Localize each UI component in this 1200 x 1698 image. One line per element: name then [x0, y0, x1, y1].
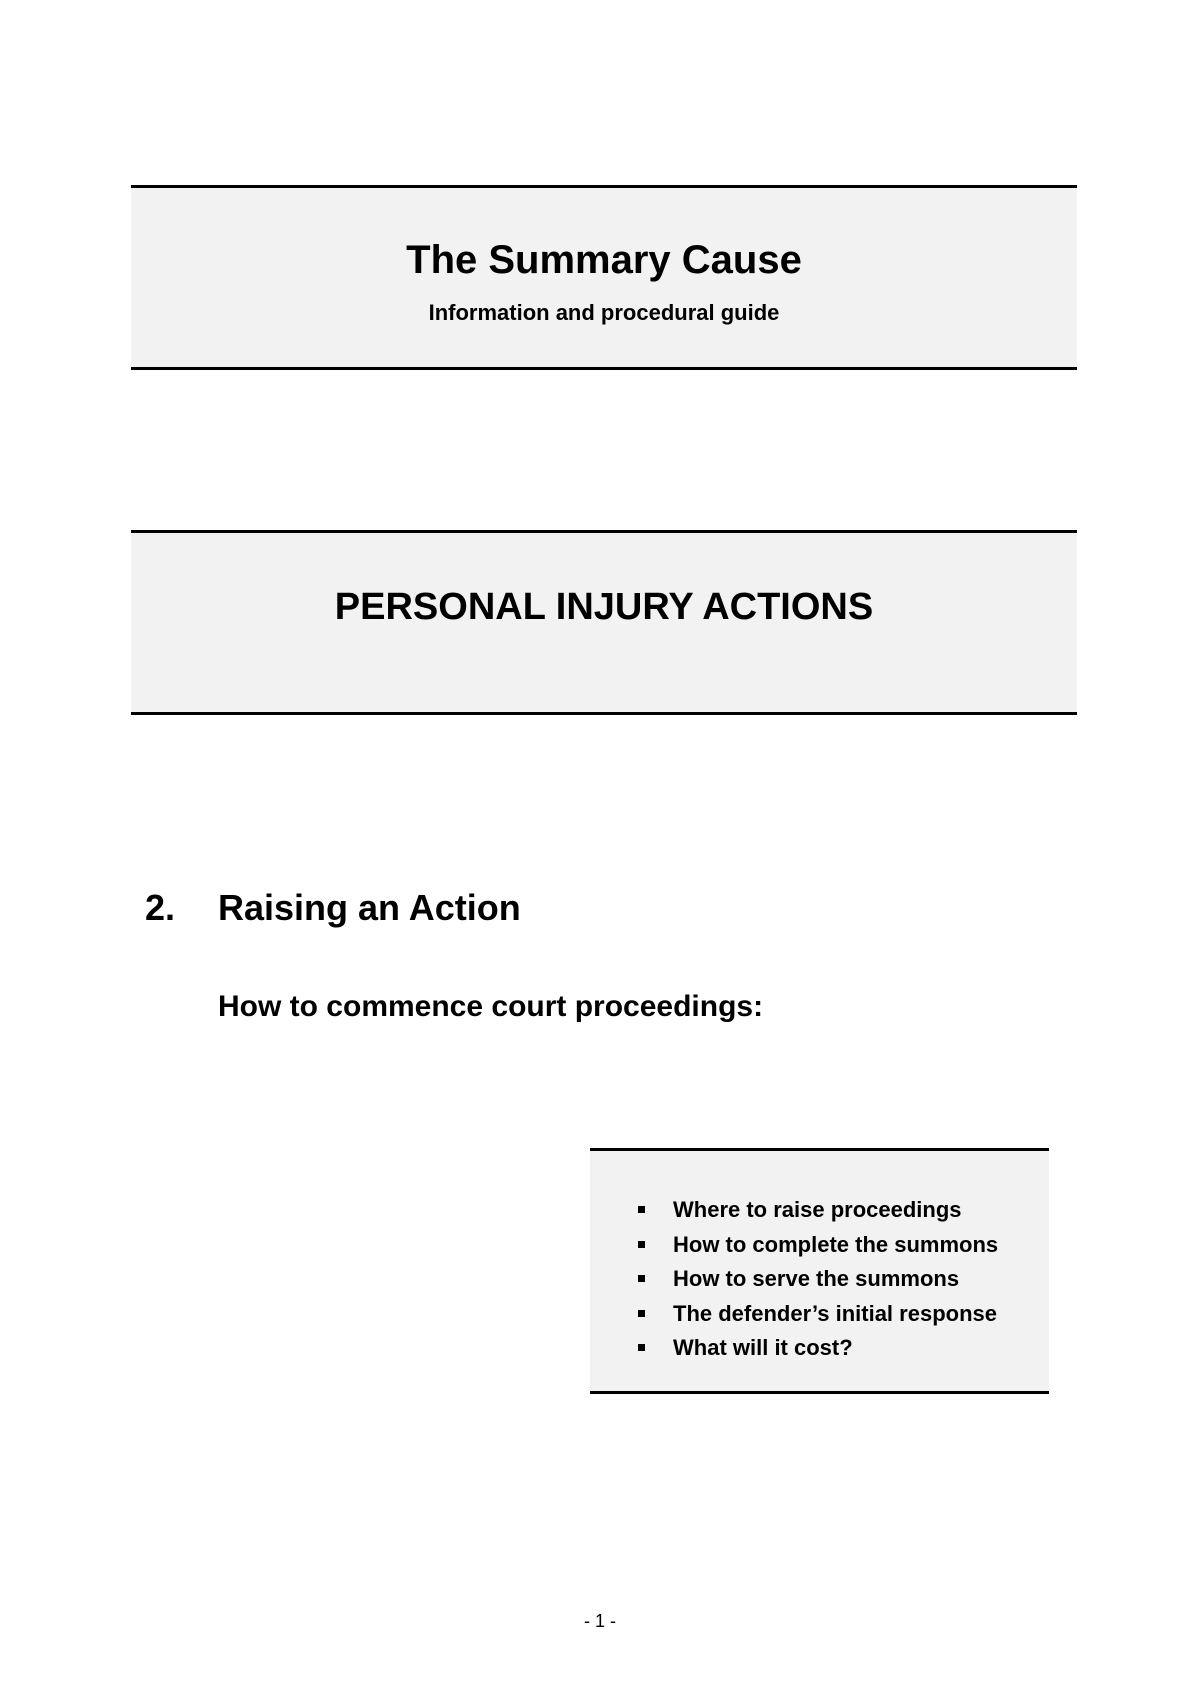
list-item: [638, 1297, 998, 1332]
section-subheading: How to commence court proceedings:: [218, 990, 764, 1023]
list-item-label: What will it cost?: [673, 1335, 853, 1360]
square-bullet-icon: [638, 1206, 645, 1213]
document-title: The Summary Cause: [406, 238, 802, 282]
section-number: 2.: [145, 887, 176, 928]
list-item: [638, 1228, 998, 1263]
title-band: [131, 185, 1077, 370]
list-item-label: How to serve the summons: [673, 1266, 960, 1291]
list-item-label: Where to raise proceedings: [673, 1197, 962, 1222]
section-banner-band: [131, 530, 1077, 715]
list-item: [638, 1193, 998, 1228]
square-bullet-icon: [638, 1241, 645, 1248]
list-item-label: How to complete the summons: [673, 1231, 999, 1257]
section-heading: Raising an Action: [218, 887, 521, 928]
list-item-label: The defender’s initial response: [673, 1300, 997, 1326]
square-bullet-icon: [638, 1344, 645, 1351]
section-banner-title: PERSONAL INJURY ACTIONS: [334, 586, 874, 628]
contents-box: [590, 1148, 1049, 1394]
list-item: [638, 1262, 998, 1297]
square-bullet-icon: [638, 1275, 645, 1282]
document-subtitle: Information and procedural guide: [428, 300, 780, 325]
page-number: - 1 -: [583, 1611, 616, 1631]
square-bullet-icon: [638, 1310, 645, 1317]
list-item: [638, 1331, 998, 1366]
contents-list: [638, 1193, 998, 1366]
